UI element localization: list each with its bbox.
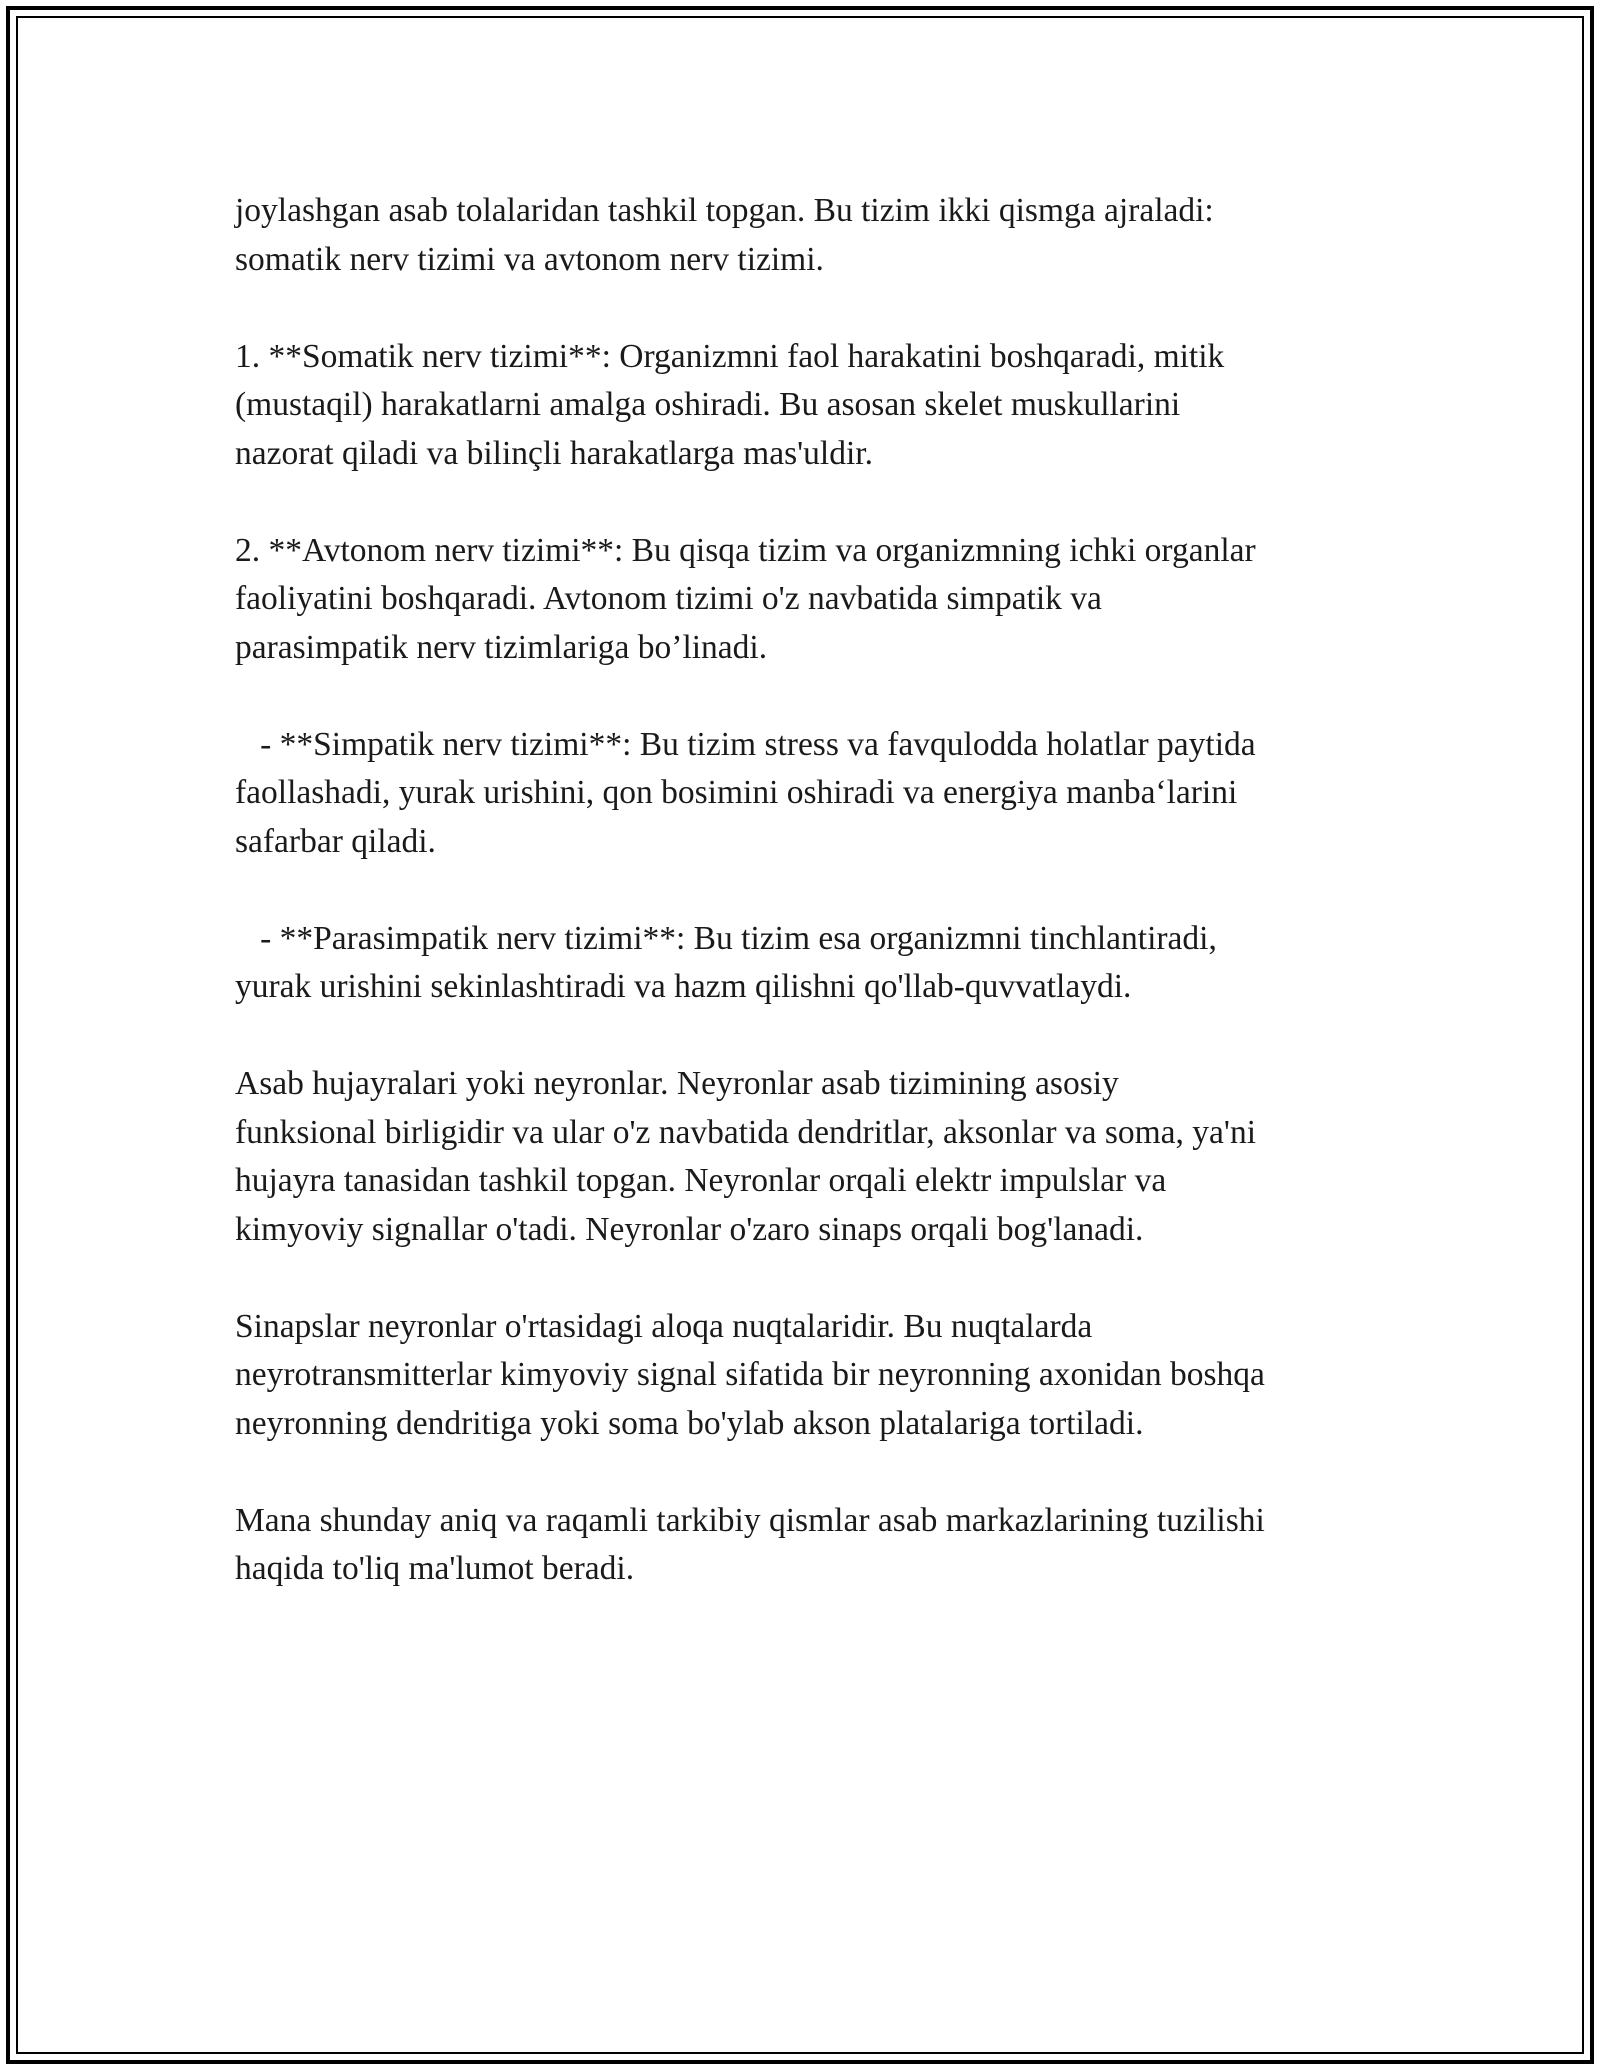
paragraph-parasympathetic: - **Parasimpatik nerv tizimi**: Bu tizim esa organizmni tinchlantiradi, yurak urishini sekinlashtiradi va hazm qilishni qo'llab-quvvatlaydi. xyxy=(235,919,1217,1005)
paragraph-conclusion: Mana shunday aniq va raqamli tarkibiy qismlar asab markazlarining tuzilishi haqida to'liq ma'lumot beradi. xyxy=(235,1501,1265,1587)
paragraph-somatic: 1. **Somatik nerv tizimi**: Organizmni faol harakatini boshqaradi, mitik (mustaqil) harakatlarni amalga oshiradi. Bu asosan skelet muskullarini nazorat qiladi va bilinçli harakatlarga mas'uldir. xyxy=(235,337,1225,472)
document-body xyxy=(235,187,1385,1642)
paragraph-neurons: Asab hujayralari yoki neyronlar. Neyronlar asab tizimining asosiy funksional birligidir va ular o'z navbatida dendritlar, aksonlar va soma, ya'ni hujayra tanasidan tashkil topgan. Neyronlar orqali elektr impulslar va kimyoviy signallar o'tadi. Neyronlar o'zaro sinaps orqali bog'lanadi. xyxy=(235,1065,1257,1248)
paragraph-sympathetic: - **Simpatik nerv tizimi**: Bu tizim stress va favqulodda holatlar paytida faollashadi, yurak urishini, qon bosimini oshiradi va energiya manba‘larini safarbar qiladi. xyxy=(235,725,1256,860)
paragraph-autonomic: 2. **Avtonom nerv tizimi**: Bu qisqa tizim va organizmning ichki organlar faoliyatini boshqaradi. Avtonom tizimi o'z navbatida simpatik va parasimpatik nerv tizimlariga bo’linadi. xyxy=(235,531,1256,666)
paragraph-synapses: Sinapslar neyronlar o'rtasidagi aloqa nuqtalaridir. Bu nuqtalarda neyrotransmitterlar kimyoviy signal sifatida bir neyronning axonidan boshqa neyronning dendritiga yoki soma bo'ylab akson platalariga tortiladi. xyxy=(235,1307,1265,1442)
paragraph-intro: joylashgan asab tolalaridan tashkil topgan. Bu tizim ikki qismga ajraladi: somatik nerv tizimi va avtonom nerv tizimi. xyxy=(235,192,1214,278)
